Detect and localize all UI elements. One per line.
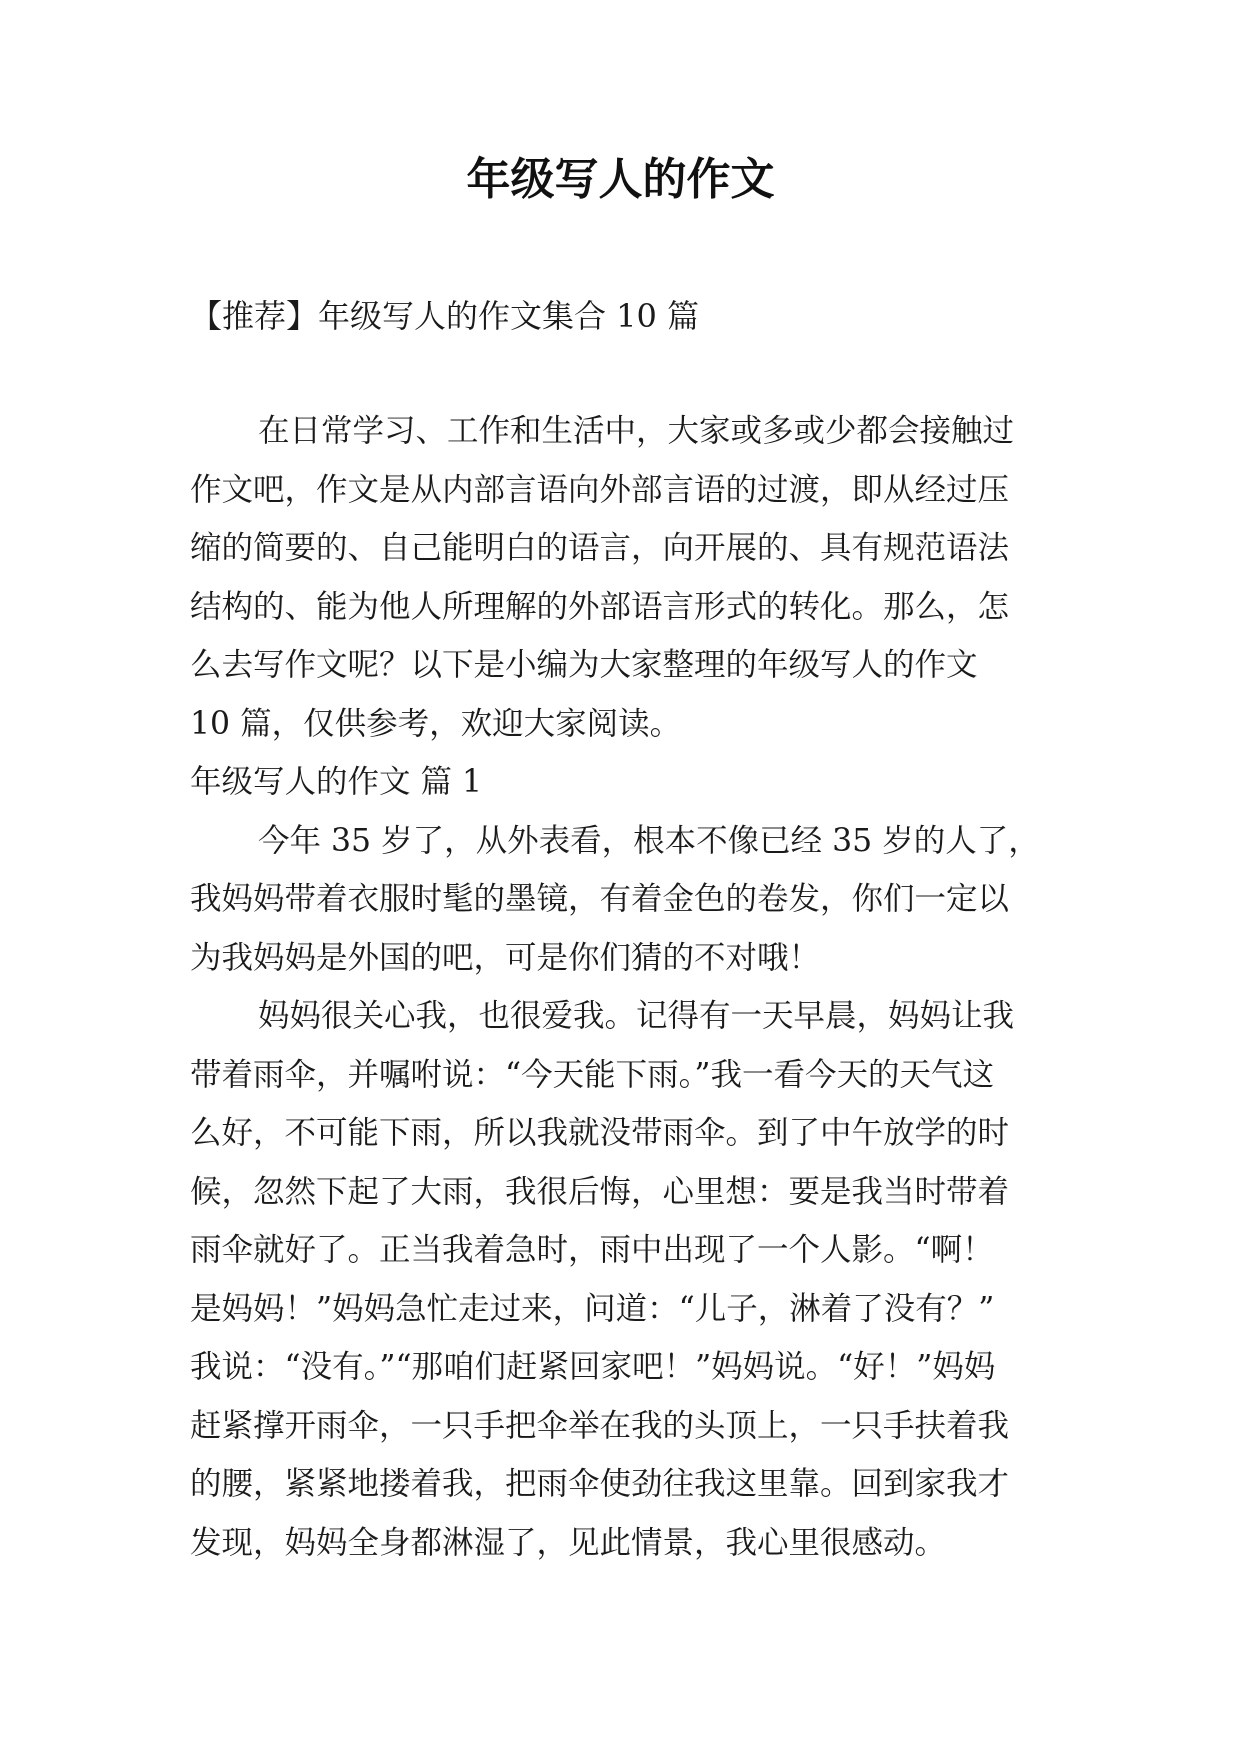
text-line: 发现，妈妈全身都淋湿了，见此情景，我心里很感动。 — [190, 1524, 947, 1561]
text-line: 妈妈很关心我，也很爱我。记得有一天早晨，妈妈让我 — [258, 998, 1015, 1034]
text-line: 候，忽然下起了大雨，我很后悔，心里想：要是我当时带着 — [190, 1173, 1010, 1210]
text-line: 带着雨伞，并嘱咐说：“今天能下雨。”我一看今天的天气这 — [190, 1056, 994, 1093]
text-line: 为我妈妈是外国的吧，可是你们猜的不对哦！ — [190, 939, 821, 976]
text-line: 缩的简要的、自己能明白的语言，向开展的、具有规范语法 — [190, 530, 1010, 566]
document-title: 年级写人的作文 — [466, 154, 775, 205]
text-line: 结构的、能为他人所理解的外部语言形式的转化。那么，怎 — [190, 588, 1010, 625]
text-line: 的腰，紧紧地搂着我，把雨伞使劲往我这里靠。回到家我才 — [190, 1466, 1010, 1502]
text-line: 10 篇，仅供参考，欢迎大家阅读。 — [190, 705, 682, 742]
intro-paragraph — [190, 402, 1040, 1572]
text-line: 是妈妈！”妈妈急忙走过来，问道：“儿子，淋着了没有？” — [190, 1290, 995, 1327]
section-heading: 年级写人的作文 篇 1 — [190, 764, 483, 800]
document-subtitle: 【推荐】年级写人的作文集合 10 篇 — [190, 297, 700, 335]
text-line: 在日常学习、工作和生活中，大家或多或少都会接触过 — [258, 413, 1015, 449]
text-line: 作文吧，作文是从内部言语向外部言语的过渡，即从经过压 — [190, 471, 1010, 508]
text-line: 赶紧撑开雨伞，一只手把伞举在我的头顶上，一只手扶着我 — [190, 1407, 1010, 1444]
text-line: 么去写作文呢？以下是小编为大家整理的年级写人的作文 — [190, 647, 978, 683]
text-line: 我说：“没有。”“那咱们赶紧回家吧！”妈妈说。“好！”妈妈 — [190, 1349, 996, 1385]
text-line: 雨伞就好了。正当我着急时，雨中出现了一个人影。“啊！ — [190, 1232, 994, 1268]
text-line: 今年 35 岁了，从外表看，根本不像已经 35 岁的人了， — [258, 822, 1040, 859]
text-line: 么好，不可能下雨，所以我就没带雨伞。到了中午放学的时 — [190, 1115, 1010, 1151]
text-line: 我妈妈带着衣服时髦的墨镜，有着金色的卷发，你们一定以 — [190, 881, 1010, 917]
